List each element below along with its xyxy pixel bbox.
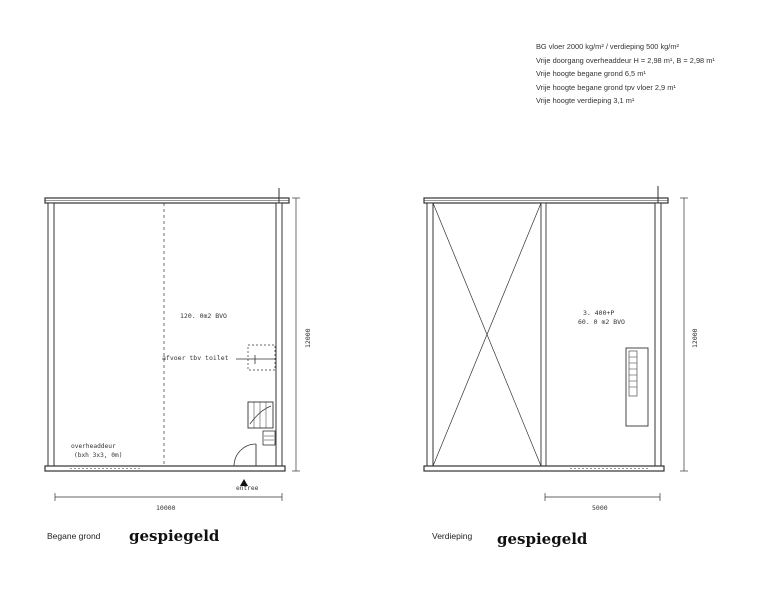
- entrance-door-swing: [234, 444, 256, 466]
- note-upper-height: Vrije hoogte verdieping 3,1 m¹: [536, 96, 635, 105]
- note-ground-height: Vrije hoogte begane grond 6,5 m¹: [536, 69, 646, 78]
- upper-depth-dim: 12000: [691, 328, 699, 348]
- upper-area-label: 60. 0 m2 BVO: [578, 318, 625, 326]
- toilet-drain-label: afvoer tbv toilet: [162, 354, 229, 362]
- upper-width-dim: 5000: [592, 504, 608, 512]
- entrance-label: entree: [236, 485, 259, 492]
- toilet-drain-box: [248, 345, 275, 370]
- toilet-fixture: [263, 431, 275, 445]
- upper-middle-wall: [541, 203, 546, 468]
- ground-left-wall: [48, 203, 54, 468]
- ground-bottom-wall: [45, 466, 285, 471]
- overhead-door-size: (bxh 3x3, 0m): [74, 452, 123, 459]
- upper-height-label: 3. 400+P: [583, 309, 615, 317]
- note-floor-load: BG vloer 2000 kg/m² / verdieping 500 kg/m²: [536, 42, 679, 51]
- ground-stair: [248, 402, 273, 428]
- ground-mirrored-label: gespiegeld: [129, 527, 220, 545]
- upper-mirrored-label: gespiegeld: [497, 530, 588, 548]
- ground-width-dim: 10000: [156, 504, 176, 512]
- ground-depth-dim: 12000: [304, 328, 312, 348]
- ground-right-wall: [276, 203, 282, 468]
- upper-floor-plan: [424, 186, 688, 501]
- overhead-door-label: overheaddeur: [71, 443, 116, 450]
- upper-left-wall: [427, 203, 433, 468]
- upper-right-wall: [655, 203, 661, 468]
- upper-floor-caption: Verdieping: [432, 531, 473, 541]
- stair-arrow: [250, 406, 271, 424]
- note-ground-height-floor: Vrije hoogte begane grond tpv vloer 2,9 m¹: [536, 82, 676, 92]
- ground-floor-caption: Begane grond: [47, 531, 101, 541]
- ground-area-label: 120. 0m2 BVO: [180, 312, 227, 320]
- note-door-clearance: Vrije doorgang overheaddeur H = 2,98 m¹, B = 2,98 m¹: [536, 55, 715, 65]
- upper-stair-flight: [629, 351, 637, 396]
